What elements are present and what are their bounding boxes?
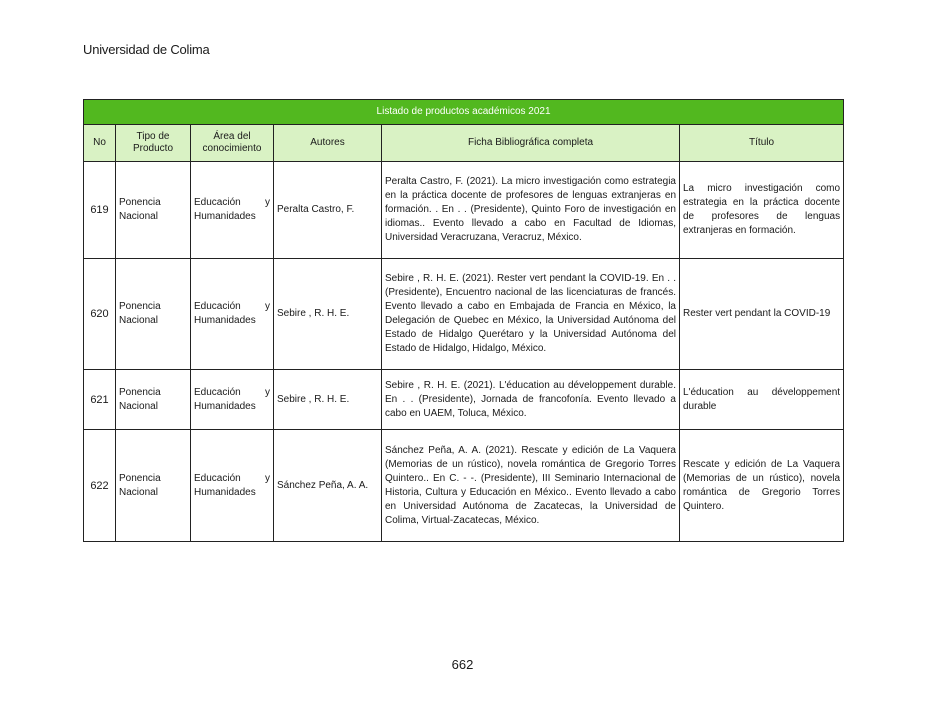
cell-ficha: Sánchez Peña, A. A. (2021). Rescate y edición de La Vaquera (Memorias de un rústico), novela romántica de Gregorio Torres Quintero.. En C. - -. (Presidente), III Seminario Internacional de Historia, Cultura y Educación en México.. Evento llevado a cabo en Universidad Autónoma de Zacatecas, la Universidad de Colima, Virtual-Zacatecas, México. <box>382 430 680 542</box>
cell-area: Educación y Humanidades <box>191 370 274 430</box>
column-header-area: Área del conocimiento <box>191 125 274 162</box>
cell-area: Educación y Humanidades <box>191 430 274 542</box>
cell-titulo: Rescate y edición de La Vaquera (Memorias de un rústico), novela romántica de Gregorio Torres Quintero. <box>680 430 844 542</box>
cell-autores: Peralta Castro, F. <box>274 162 382 259</box>
cell-no: 621 <box>84 370 116 430</box>
cell-autores: Sebire , R. H. E. <box>274 370 382 430</box>
column-header-ficha: Ficha Bibliográfica completa <box>382 125 680 162</box>
table-row <box>84 162 844 259</box>
cell-autores: Sánchez Peña, A. A. <box>274 430 382 542</box>
table-row <box>84 370 844 430</box>
cell-no: 620 <box>84 259 116 370</box>
cell-tipo: Ponencia Nacional <box>116 370 191 430</box>
table-row <box>84 259 844 370</box>
cell-ficha: Sebire , R. H. E. (2021). Rester vert pendant la COVID-19. En . . (Presidente), Encuentro nacional de las licenciaturas de francés. Evento llevado a cabo en Embajada de Francia en México, la Delegación de Quebec en México, la Universidad Autónoma del Estado de Hidalgo Querétaro y la Universidad Autónoma del Estado de Hidalgo, Hidalgo, México. <box>382 259 680 370</box>
cell-ficha: Sebire , R. H. E. (2021). L'éducation au développement durable. En . . (Presidente), Jornada de francofonía. Evento llevado a cabo en UAEM, Toluca, México. <box>382 370 680 430</box>
table-title: Listado de productos académicos 2021 <box>84 100 844 125</box>
table-title-row <box>84 100 844 125</box>
cell-area: Educación y Humanidades <box>191 259 274 370</box>
table-row <box>84 430 844 542</box>
column-header-tipo: Tipo de Producto <box>116 125 191 162</box>
column-header-no: No <box>84 125 116 162</box>
column-header-autores: Autores <box>274 125 382 162</box>
cell-autores: Sebire , R. H. E. <box>274 259 382 370</box>
page-number: 662 <box>451 657 474 672</box>
page-header: Universidad de Colima <box>83 42 210 57</box>
cell-ficha: Peralta Castro, F. (2021). La micro investigación como estrategia en la práctica docente de profesores de lenguas extranjeras en formación. . En . . (Presidente), Quinto Foro de investigación en idiomas.. Evento llevado a cabo en Facultad de Idiomas, Universidad Veracruzana, Veracruz, México. <box>382 162 680 259</box>
cell-titulo: Rester vert pendant la COVID-19 <box>680 259 844 370</box>
cell-tipo: Ponencia Nacional <box>116 162 191 259</box>
cell-tipo: Ponencia Nacional <box>116 259 191 370</box>
cell-area: Educación y Humanidades <box>191 162 274 259</box>
cell-titulo: L'éducation au développement durable <box>680 370 844 430</box>
cell-titulo: La micro investigación como estrategia en la práctica docente de profesores de lenguas extranjeras en formación. <box>680 162 844 259</box>
products-table <box>83 99 844 542</box>
table-header-row <box>84 125 844 162</box>
cell-no: 619 <box>84 162 116 259</box>
cell-no: 622 <box>84 430 116 542</box>
column-header-titulo: Título <box>680 125 844 162</box>
cell-tipo: Ponencia Nacional <box>116 430 191 542</box>
